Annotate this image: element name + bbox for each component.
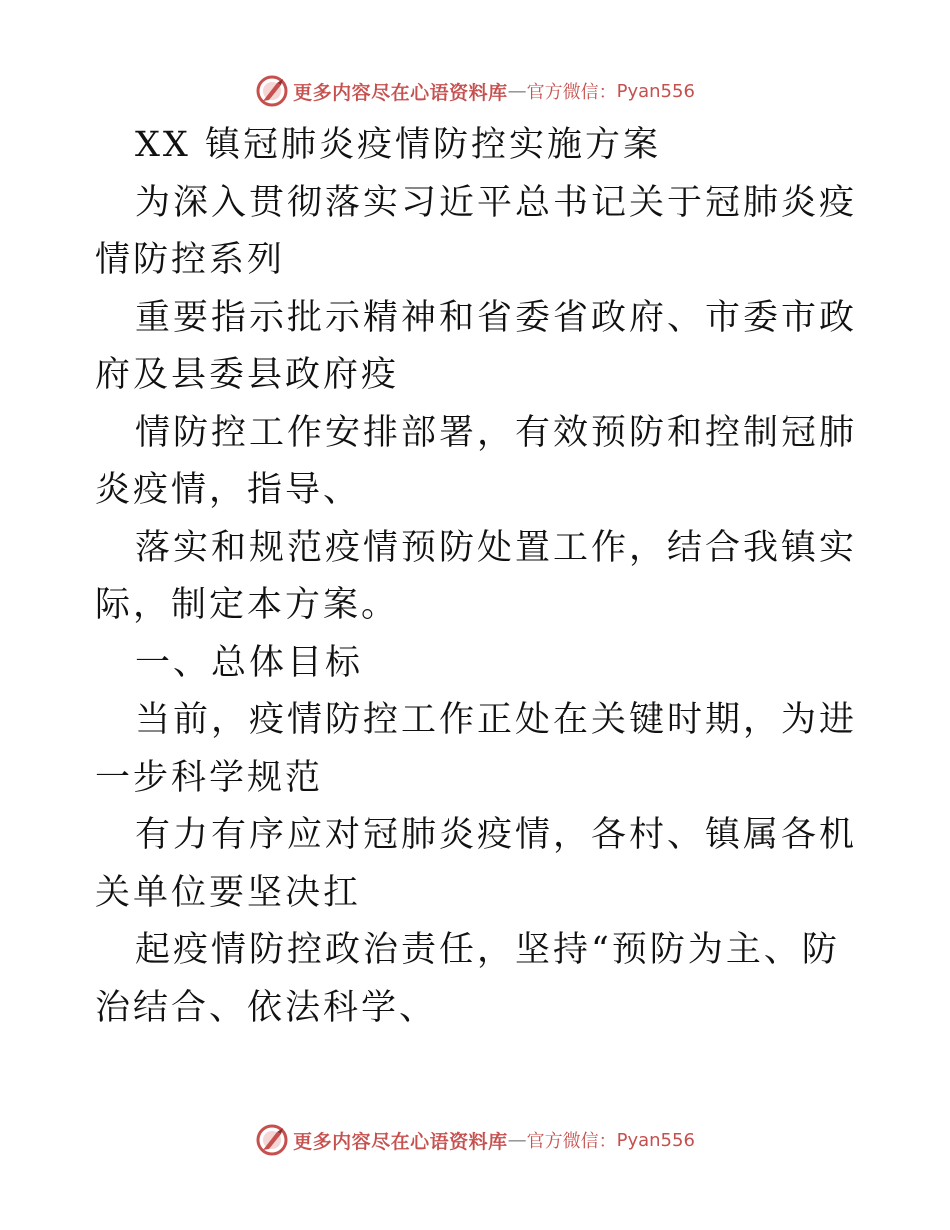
paragraph: 为深入贯彻落实习近平总书记关于冠肺炎疫情防控系列	[95, 182, 858, 280]
quill-logo-icon	[255, 1123, 289, 1157]
paragraph: 重要指示批示精神和省委省政府、市委市政府及县委县政府疫	[95, 297, 858, 395]
paragraph: 有力有序应对冠肺炎疫情，各村、镇属各机关单位要坚决扛	[95, 815, 858, 913]
paragraph: 当前，疫情防控工作正处在关键时期，为进一步科学规范	[95, 700, 858, 798]
paragraph: 落实和规范疫情预防处置工作，结合我镇实际，制定本方案。	[95, 527, 858, 625]
section-heading: 一、总体目标	[135, 642, 364, 683]
watermark-wechat-label: 官方微信：	[526, 1131, 617, 1152]
watermark-banner-top	[0, 71, 950, 111]
watermark-wechat-label: 官方微信：	[526, 82, 617, 103]
watermark-dash: —	[507, 80, 527, 102]
watermark-wechat-id: Pyan556	[616, 1129, 695, 1151]
paragraph: 情防控工作安排部署，有效预防和控制冠肺炎疫情，指导、	[95, 412, 858, 510]
document-title: XX 镇冠肺炎疫情防控实施方案	[135, 125, 661, 165]
document-body	[95, 117, 865, 1037]
quill-logo-icon	[255, 74, 289, 108]
watermark-text: 更多内容尽在心语资料库	[293, 1130, 508, 1153]
watermark-wechat-id: Pyan556	[616, 80, 695, 102]
watermark-banner-bottom	[0, 1120, 950, 1160]
watermark-dash: —	[507, 1129, 527, 1151]
paragraph: 起疫情防控政治责任，坚持“预防为主、防治结合、依法科学、	[95, 930, 840, 1028]
watermark-text: 更多内容尽在心语资料库	[293, 81, 508, 104]
